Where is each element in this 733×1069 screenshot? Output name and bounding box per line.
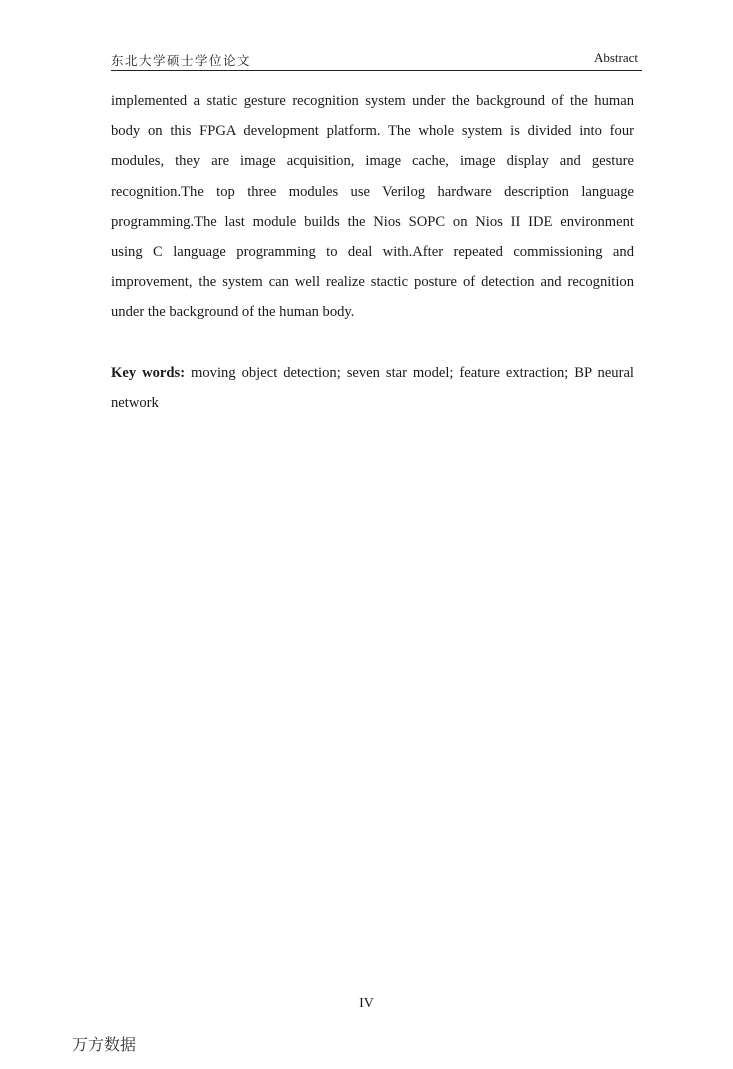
abstract-line: recognition.The top three modules use Verilog hardware description language <box>111 183 634 200</box>
abstract-line: improvement, the system can well realize stactic posture of detection and recognition <box>111 274 634 291</box>
keywords-line-continued: network <box>111 395 159 412</box>
keywords-section <box>111 358 634 418</box>
page-header <box>111 46 642 71</box>
abstract-line: implemented a static gesture recognition system under the background of the human <box>111 93 634 109</box>
keywords-line <box>111 358 634 388</box>
watermark-text: 万方数据 <box>72 1035 137 1054</box>
abstract-line: body on this FPGA development platform. The whole system is divided into four <box>111 123 634 140</box>
header-university-title: 东北大学硕士学位论文 <box>111 53 252 68</box>
keywords-label: Key words: <box>111 365 186 381</box>
header-section-title: Abstract <box>593 50 638 65</box>
keywords-text: moving object detection; seven star model; feature extraction; BP neural <box>191 365 634 381</box>
abstract-line: programming.The last module builds the Nios SOPC on Nios II IDE environment <box>111 213 634 230</box>
abstract-body <box>111 86 634 328</box>
abstract-line: modules, they are image acquisition, image cache, image display and gesture <box>111 153 634 170</box>
page-number: IV <box>359 996 374 1011</box>
abstract-line: using C language programming to deal with.After repeated commissioning and <box>111 244 634 261</box>
abstract-line: under the background of the human body. <box>111 304 355 321</box>
